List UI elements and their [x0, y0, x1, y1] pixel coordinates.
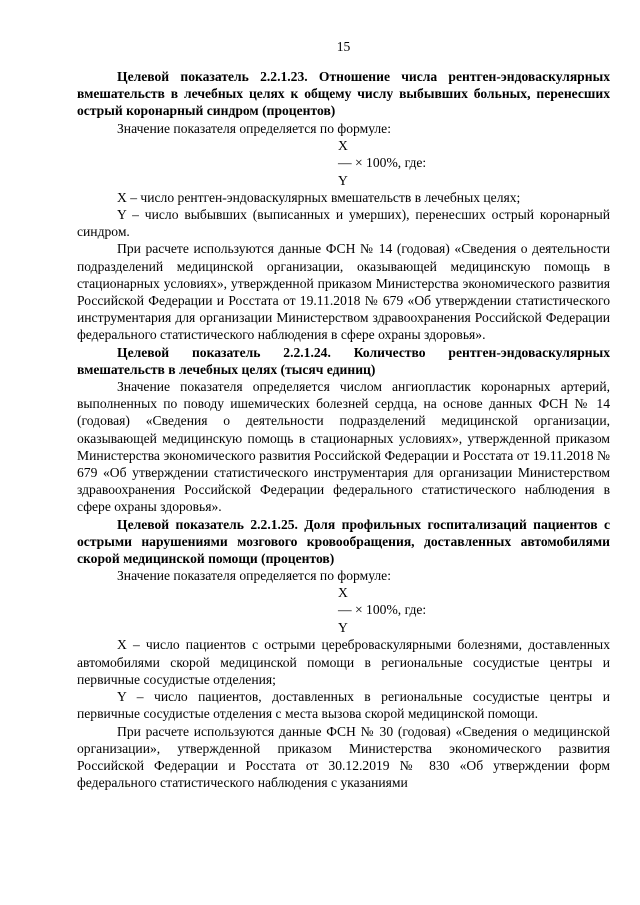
data-source-paragraph: При расчете используются данные ФСН № 14 (годовая) «Сведения о деятельности подразделений медицинской организации, оказывающей медицинскую помощь в стационарных условиях», утвержденной приказом Министерства экономического развития Российской Федерации и Росстата от 19.11.2018 № 679 «Об утверждении статистического инструментария для организации Министерством здравоохранения Российской Федерации федерального статистического наблюдения в сфере охраны здоровья». — [77, 241, 610, 343]
page-number: 15 — [336, 39, 351, 54]
data-source-paragraph: При расчете используются данные ФСН № 30 (годовая) «Сведения о медицинской организации», утвержденной приказом Министерства экономического развития Российской Федерации и Росстата от 30.12.2019 № 830 «Об утверждении форм федерального статистического наблюдения с указаниями — [77, 723, 610, 791]
formula-numerator: X — [338, 137, 348, 153]
definition-x: X – число пациентов с острыми цереброваскулярными болезнями, доставленных автомобилями скорой медицинской помощи в региональные сосудистые центры и первичные сосудистые отделения; — [77, 637, 610, 687]
document-page — [77, 0, 610, 791]
indicator-body: Значение показателя определяется числом ангиопластик коронарных артерий, выполненных по поводу ишемических болезней сердца, на основе данных ФСН № 14 (годовая) «Сведения о деятельности подразделений медицинской организации, оказывающей медицинскую помощь в стационарных условиях», утвержденной приказом Министерства экономического развития Российской Федерации и Росстата от 19.11.2018 № 679 «Об утверждении статистического инструментария для организации Министерством здравоохранения Российской Федерации федерального статистического наблюдения в сфере охраны здоровья». — [77, 379, 610, 515]
definition-x: X – число рентген-эндоваскулярных вмешательств в лечебных целях; — [117, 189, 521, 205]
formula-fraction-line: — × 100%, где: — [338, 602, 427, 618]
definition-y: Y – число пациентов, доставленных в региональные сосудистые центры и первичные сосудистые отделения с места вызова скорой медицинской помощи. — [77, 689, 610, 722]
formula-intro: Значение показателя определяется по формуле: — [117, 120, 391, 136]
formula-denominator: Y — [338, 620, 348, 636]
formula-denominator: Y — [338, 172, 348, 188]
indicator-heading-2-2-1-23: Целевой показатель 2.2.1.23. Отношение числа рентген-эндоваскулярных вмешательств в лечебных целях к общему числу выбывших больных, перенесших острый коронарный синдром (процентов) — [77, 69, 610, 119]
formula — [77, 137, 610, 189]
formula-intro: Значение показателя определяется по формуле: — [117, 568, 391, 584]
indicator-heading-2-2-1-25: Целевой показатель 2.2.1.25. Доля профильных госпитализаций пациентов с острыми нарушениями мозгового кровообращения, доставленных автомобилями скорой медицинской помощи (процентов) — [77, 516, 610, 567]
formula-fraction-line: — × 100%, где: — [338, 154, 427, 170]
indicator-heading-2-2-1-24: Целевой показатель 2.2.1.24. Количество рентген-эндоваскулярных вмешательств в лечебных целях (тысяч единиц) — [77, 344, 610, 377]
definition-y: Y – число выбывших (выписанных и умерших), перенесших острый коронарный синдром. — [77, 207, 610, 240]
formula-numerator: X — [338, 585, 348, 601]
formula — [77, 584, 610, 636]
